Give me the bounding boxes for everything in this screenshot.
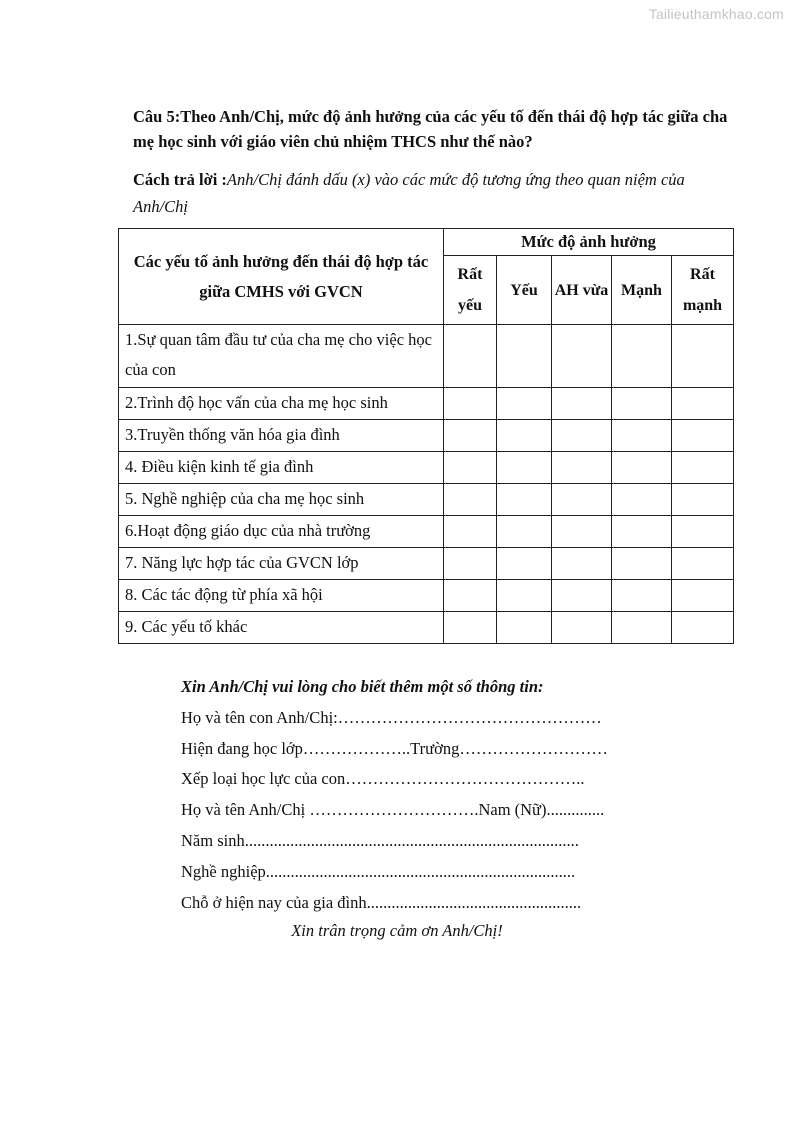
answer-cell[interactable] — [552, 516, 612, 548]
answer-cell[interactable] — [444, 484, 497, 516]
answer-cell[interactable] — [444, 420, 497, 452]
info-heading: Xin Anh/Chị vui lòng cho biết thêm một số thông tin: — [181, 677, 544, 696]
answer-cell[interactable] — [612, 484, 672, 516]
answer-cell[interactable] — [444, 580, 497, 612]
table-row — [119, 516, 734, 548]
answer-cell[interactable] — [497, 484, 552, 516]
thank-you-note: Xin trân trọng cảm ơn Anh/Chị! — [291, 921, 503, 940]
answer-cell[interactable] — [497, 580, 552, 612]
table-row — [119, 452, 734, 484]
factor-column-header: Các yếu tố ảnh hưởng đến thái độ hợp tác giữa CMHS với GVCN — [119, 229, 444, 325]
answer-cell[interactable] — [612, 516, 672, 548]
answer-cell[interactable] — [497, 516, 552, 548]
academic-rank-field[interactable]: Xếp loại học lực của con…………………………………….. — [181, 769, 585, 789]
answer-cell[interactable] — [552, 388, 612, 420]
impact-level-header: Mức độ ảnh hưởng — [444, 229, 734, 256]
answer-cell[interactable] — [612, 420, 672, 452]
answer-cell[interactable] — [552, 452, 612, 484]
answer-cell[interactable] — [612, 388, 672, 420]
table-row — [119, 484, 734, 516]
answer-cell[interactable] — [552, 484, 612, 516]
answer-cell[interactable] — [497, 452, 552, 484]
answer-cell[interactable] — [497, 388, 552, 420]
answer-cell[interactable] — [672, 548, 734, 580]
level-header-strong: Mạnh — [612, 256, 672, 325]
table-row — [119, 388, 734, 420]
answer-cell[interactable] — [672, 516, 734, 548]
answer-cell[interactable] — [497, 612, 552, 644]
answer-cell[interactable] — [444, 516, 497, 548]
answer-cell[interactable] — [672, 388, 734, 420]
answer-cell[interactable] — [672, 580, 734, 612]
answer-instruction — [133, 166, 733, 220]
answer-cell[interactable] — [672, 484, 734, 516]
answer-cell[interactable] — [444, 452, 497, 484]
factor-label: 9. Các yếu tố khác — [119, 612, 444, 644]
factor-label: 5. Nghề nghiệp của cha mẹ học sinh — [119, 484, 444, 516]
answer-cell[interactable] — [497, 548, 552, 580]
level-header-very-strong: Rất mạnh — [672, 256, 734, 325]
answer-cell[interactable] — [672, 452, 734, 484]
table-row — [119, 580, 734, 612]
child-name-field[interactable]: Họ và tên con Anh/Chị:………………………………………… — [181, 707, 602, 727]
occupation-field[interactable]: Nghề nghiệp........................................................................... — [181, 861, 576, 881]
factor-label: 8. Các tác động từ phía xã hội — [119, 580, 444, 612]
answer-cell[interactable] — [612, 612, 672, 644]
answer-cell[interactable] — [672, 612, 734, 644]
watermark: Tailieuthamkhao.com — [648, 6, 784, 22]
answer-cell[interactable] — [552, 548, 612, 580]
factor-label: 7. Năng lực hợp tác của GVCN lớp — [119, 548, 444, 580]
level-header-very-weak: Rất yếu — [444, 256, 497, 325]
answer-cell[interactable] — [497, 325, 552, 388]
answer-cell[interactable] — [612, 452, 672, 484]
table-row — [119, 548, 734, 580]
answer-label: Cách trả lời : — [133, 170, 227, 189]
survey-table — [118, 228, 734, 644]
respondent-info-section — [181, 672, 741, 918]
answer-cell[interactable] — [497, 420, 552, 452]
parent-name-gender-field[interactable]: Họ và tên Anh/Chị ………………………….Nam (Nữ).............. — [181, 800, 605, 820]
answer-cell[interactable] — [612, 548, 672, 580]
answer-cell[interactable] — [672, 325, 734, 388]
answer-cell[interactable] — [444, 388, 497, 420]
table-row — [119, 325, 734, 388]
answer-cell[interactable] — [612, 580, 672, 612]
answer-cell[interactable] — [612, 325, 672, 388]
factor-label: 1.Sự quan tâm đầu tư của cha mẹ cho việc học của con — [119, 325, 444, 388]
table-row — [119, 612, 734, 644]
level-header-weak: Yếu — [497, 256, 552, 325]
answer-cell[interactable] — [444, 612, 497, 644]
factor-label: 4. Điều kiện kinh tế gia đình — [119, 452, 444, 484]
answer-cell[interactable] — [552, 325, 612, 388]
address-field[interactable]: Chỗ ở hiện nay của gia đình.................................................... — [181, 892, 582, 912]
answer-cell[interactable] — [672, 420, 734, 452]
class-school-field[interactable]: Hiện đang học lớp………………..Trường……………………… — [181, 738, 608, 758]
answer-instruction-text: Anh/Chị đánh dấu (x) vào các mức độ tương ứng theo quan niệm của Anh/Chị — [133, 170, 685, 216]
table-row — [119, 420, 734, 452]
factor-label: 6.Hoạt động giáo dục của nhà trường — [119, 516, 444, 548]
birth-year-field[interactable]: Năm sinh................................................................................. — [181, 830, 579, 850]
factor-label: 2.Trình độ học vấn của cha mẹ học sinh — [119, 388, 444, 420]
answer-cell[interactable] — [552, 612, 612, 644]
factor-label: 3.Truyền thống văn hóa gia đình — [119, 420, 444, 452]
answer-cell[interactable] — [552, 580, 612, 612]
question-title: Câu 5:Theo Anh/Chị, mức độ ảnh hưởng của các yếu tố đến thái độ hợp tác giữa cha mẹ học sinh với giáo viên chủ nhiệm THCS như thế nào? — [133, 107, 728, 151]
answer-cell[interactable] — [444, 325, 497, 388]
level-header-medium: AH vừa — [552, 256, 612, 325]
answer-cell[interactable] — [552, 420, 612, 452]
answer-cell[interactable] — [444, 548, 497, 580]
